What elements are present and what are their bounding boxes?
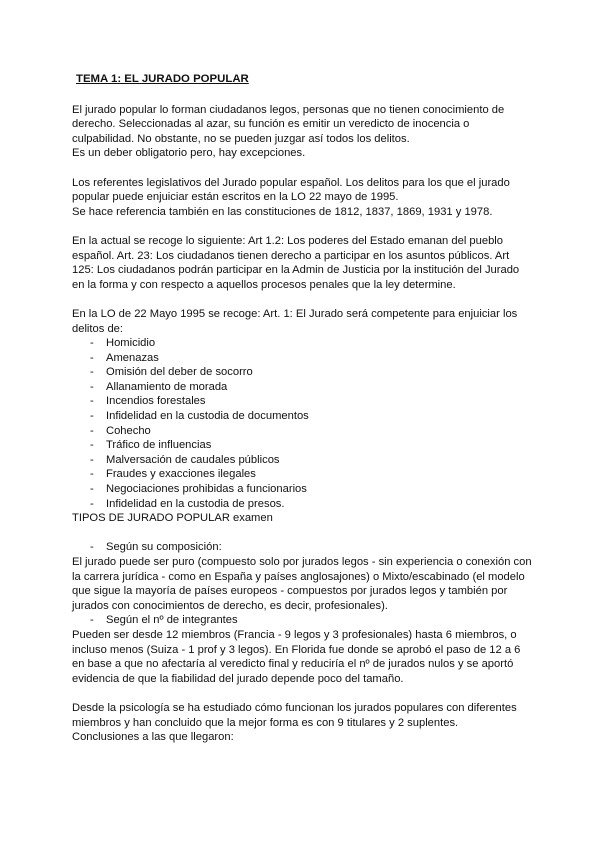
- lo-intro-paragraph: En la LO de 22 Mayo 1995 se recoge: Art. 1: El Jurado será competente para enjuiciar los delitos de:: [72, 307, 518, 335]
- composicion-list: [72, 540, 534, 555]
- list-item: - Fraudes y exacciones ilegales: [72, 467, 534, 482]
- referentes-paragraph: Los referentes legislativos del Jurado popular español. Los delitos para los que el jurado popular puede enjuiciar están escritos en la LO 22 mayo de 1995.: [72, 176, 510, 204]
- list-item: - Tráfico de influencias: [72, 438, 534, 453]
- list-item: - Homicidio: [72, 336, 534, 351]
- list-item: - Omisión del deber de socorro: [72, 365, 534, 380]
- page-title: TEMA 1: EL JURADO POPULAR: [76, 73, 249, 85]
- intro-paragraph: El jurado popular lo forman ciudadanos legos, personas que no tienen conocimiento de derecho. Seleccionadas al azar, su función es emitir un veredicto de inocencia o culpabilidad. No obstante, no se pueden juzgar así todos los delitos.: [72, 103, 505, 145]
- composicion-label: - Según su composición:: [72, 540, 534, 555]
- list-item: - Cohecho: [72, 424, 534, 439]
- tipos-heading: TIPOS DE JURADO POPULAR examen: [72, 512, 273, 525]
- composicion-paragraph: El jurado puede ser puro (compuesto solo por jurados legos - sin experiencia o conexión con la carrera jurídica - como en España y países anglosajones) o Mixto/escabinado (el modelo que sigue la mayoría de países europeos - compuestos por jurados legos y también por jurados con conocimientos de derecho, es decir, profesionales).: [72, 556, 532, 612]
- list-item: - Amenazas: [72, 351, 534, 366]
- constituciones-paragraph: Se hace referencia también en las constituciones de 1812, 1837, 1869, 1931 y 1978.: [72, 205, 493, 218]
- list-item: - Malversación de caudales públicos: [72, 453, 534, 468]
- delitos-list: [72, 336, 534, 511]
- intro-note: Es un deber obligatorio pero, hay excepciones.: [72, 147, 306, 160]
- list-item: - Negociaciones prohibidas a funcionarios: [72, 482, 534, 497]
- psicologia-paragraph: Desde la psicología se ha estudiado cómo funcionan los jurados populares con diferentes miembros y han concluido que la mejor forma es con 9 titulares y 2 suplentes.: [72, 701, 517, 729]
- conclusiones-label: Conclusiones a las que llegaron:: [72, 731, 234, 744]
- articulos-paragraph: En la actual se recoge lo siguiente: Art 1.2: Los poderes del Estado emanan del pueblo español. Art. 23: Los ciudadanos tienen derecho a participar en los asuntos públicos. Art 125: Los ciudadanos podrán participar en la Admin de Justicia por la institución del Jurado en la forma y con respecto a aquellos procesos penales que la ley determine.: [72, 234, 520, 291]
- document-body: [72, 72, 534, 745]
- list-item: - Infidelidad en la custodia de presos.: [72, 497, 534, 512]
- list-item: - Incendios forestales: [72, 394, 534, 409]
- list-item: - Infidelidad en la custodia de documentos: [72, 409, 534, 424]
- integrantes-list: [72, 613, 534, 628]
- list-item: - Allanamiento de morada: [72, 380, 534, 395]
- integrantes-label: - Según el nº de integrantes: [72, 613, 534, 628]
- integrantes-paragraph: Pueden ser desde 12 miembros (Francia - 9 legos y 3 profesionales) hasta 6 miembros, o incluso menos (Suiza - 1 prof y 3 legos). En Florida fue donde se aprobó el paso de 12 a 6 en base a que no afectaría al veredicto final y reduciría el nº de jurados nulos y se aportó evidencia de que la fiabilidad del jurado depende poco del tamaño.: [72, 628, 521, 685]
